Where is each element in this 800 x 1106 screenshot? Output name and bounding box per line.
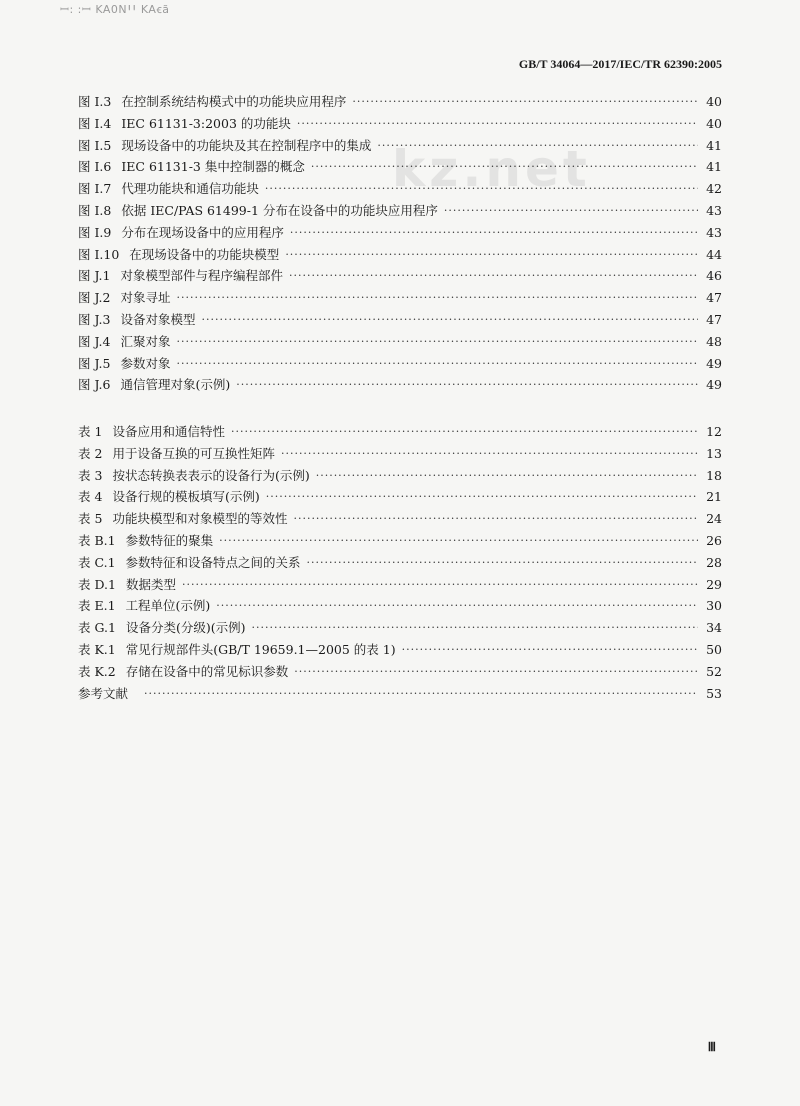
toc-entry[interactable] [78,114,722,134]
toc-entry-title: 依据 IEC/PAS 61499-1 分布在设备中的功能块应用程序 [121,203,438,218]
toc-entry-title: 工程单位(示例) [125,598,211,614]
dot-leader [294,662,698,682]
dot-leader [266,487,698,507]
toc-entry-title: 功能块模型和对象模型的等效性 [112,511,288,527]
dot-leader [297,114,698,134]
toc-entry[interactable] [78,157,722,177]
toc-entry-label: 图 I.10 [78,246,120,262]
toc-entry[interactable] [78,375,722,395]
toc-entry-title: 设备分类(分级)(示例) [125,620,246,636]
toc-entry[interactable] [78,179,722,199]
toc-entry-page: 30 [706,598,722,614]
toc-entry-title: 用于设备互换的可互换性矩阵 [112,445,275,461]
toc-entry-page: 13 [706,445,722,461]
toc-entry[interactable] [78,553,722,573]
page-number: Ⅲ [707,1040,716,1054]
toc-entry-page: 52 [706,663,722,679]
dot-leader [289,266,698,286]
toc-entry-page: 53 [706,685,722,701]
toc-entry-title: 数据类型 [125,576,176,592]
dot-leader [216,596,698,616]
toc-entry-label: 图 I.4 [78,115,112,131]
toc-entry[interactable] [78,245,722,265]
toc-entry-page: 48 [706,333,722,349]
toc-entry[interactable] [78,575,722,595]
dot-leader [290,223,698,243]
toc-entry-label: 表 4 [78,489,103,505]
dot-leader [201,310,698,330]
toc-entry-page: 29 [706,576,722,592]
toc-entry[interactable] [78,332,722,352]
toc-entry-page: 43 [706,203,722,218]
toc-entry[interactable] [78,618,722,638]
toc-entry-label: 表 5 [78,511,103,527]
toc-entry-title: 分布在现场设备中的应用程序 [121,224,284,240]
toc-entry-page: 18 [706,467,722,483]
toc-entry[interactable] [78,92,722,112]
toc-entry-page: 44 [706,246,722,262]
toc-entry-title: IEC 61131-3:2003 的功能块 [121,115,291,131]
toc-entry[interactable] [78,354,722,374]
toc-entry-page: 28 [706,554,722,570]
toc-entry[interactable] [78,596,722,616]
dot-leader [231,422,698,442]
toc-entry-label: 图 J.5 [78,355,111,371]
toc-entry-title: 对象寻址 [120,290,171,306]
dot-leader [352,92,698,112]
toc-entry-label: 图 J.3 [78,312,111,327]
toc-entry-label: 表 2 [78,445,103,461]
watermark: kz.net [392,140,591,198]
toc-entry-label: 图 J.6 [78,377,111,393]
dot-leader [176,288,698,308]
toc-entry-page: 49 [706,355,722,371]
toc-entry[interactable] [78,136,722,156]
dot-leader [251,618,698,638]
toc-entry-title: 在现场设备中的功能块模型 [129,246,280,262]
dot-leader [236,375,698,395]
toc-entry-page: 43 [706,224,722,240]
toc-entry-page: 26 [706,533,722,548]
toc-entry-title: 设备行规的模板填写(示例) [112,489,260,505]
toc-entry[interactable] [78,466,722,486]
toc-entry-label: 表 K.2 [78,663,116,679]
toc-entry[interactable] [78,201,722,221]
toc-entry-page: 46 [706,268,722,284]
toc-entry-label: 表 G.1 [78,620,116,636]
dot-leader [176,332,698,352]
toc-entry-title: 在控制系统结构模式中的功能块应用程序 [121,94,347,109]
toc-entry[interactable] [78,444,722,464]
dot-leader [293,509,698,529]
toc-entry-title: 对象模型部件与程序编程部件 [120,268,283,284]
toc-entry[interactable] [78,288,722,308]
toc-entry-title: 参数对象 [120,355,171,371]
toc-entry-page: 21 [706,489,722,505]
toc-entry[interactable] [78,422,722,442]
toc-entry-title: 设备对象模型 [120,312,196,327]
dot-leader [402,640,698,660]
toc-entry[interactable] [78,223,722,243]
toc-entry[interactable] [78,531,722,551]
toc-entry-title: 代理功能块和通信功能块 [121,181,259,197]
toc-entry-title: 汇聚对象 [120,333,171,349]
standard-header: GB/T 34064—2017/IEC/TR 62390:2005 [518,57,722,71]
toc-entry-label: 表 D.1 [78,576,116,592]
toc-entry-page: 12 [706,424,722,439]
toc-entry-label: 表 B.1 [78,533,116,548]
toc-entry-label: 图 I.3 [78,94,112,109]
toc-entry-page: 41 [706,137,722,153]
dot-leader [281,444,698,464]
toc-entry[interactable] [78,662,722,682]
toc-entry-label: 图 J.1 [78,268,111,284]
toc-entry-label: 表 E.1 [78,598,116,614]
toc-entry-page: 50 [706,642,722,657]
dot-leader [182,575,698,595]
dot-leader [444,201,698,221]
toc-entry-label: 表 K.1 [78,642,116,657]
toc-entry-page: 41 [706,159,722,175]
toc-entry-label: 图 I.6 [78,159,112,175]
dot-leader [311,157,698,177]
toc-entry-title: 通信管理对象(示例) [120,377,231,393]
toc-entry-page: 47 [706,290,722,306]
toc-entry-label: 表 3 [78,467,103,483]
toc-entry-label: 表 C.1 [78,554,116,570]
toc-entry-title: 参数特征和设备特点之间的关系 [125,554,301,570]
toc-entry-title: 设备应用和通信特性 [112,424,225,439]
toc-entry-title: 按状态转换表表示的设备行为(示例) [112,467,310,483]
toc-entry-title: 参数特征的聚集 [125,533,214,548]
toc-entry-label: 图 I.8 [78,203,112,218]
toc-entry-page: 42 [706,181,722,197]
dot-leader [265,179,698,199]
toc-entry[interactable] [78,509,722,529]
toc-entry-label: 图 J.2 [78,290,111,306]
toc-entry-title: 存储在设备中的常见标识参数 [125,663,289,679]
toc-entry-label: 表 1 [78,424,103,439]
toc-entry-title: 常见行规部件头(GB/T 19659.1—2005 的表 1) [125,642,396,657]
toc-entry[interactable] [78,684,722,704]
dot-leader [377,136,698,156]
toc-entry[interactable] [78,310,722,330]
dot-leader [219,531,698,551]
toc-entry[interactable] [78,266,722,286]
toc-entry-label: 图 I.7 [78,181,112,197]
toc-entry-title: 现场设备中的功能块及其在控制程序中的集成 [121,137,372,153]
dot-leader [316,466,698,486]
toc-entry-title: IEC 61131-3 集中控制器的概念 [121,159,305,175]
toc-entry[interactable] [78,487,722,507]
toc-entry-page: 49 [706,377,722,393]
top-scan-artifact-text: ꟷ꞉ ꞉ꟷ KA0ΝꞋꞋ KAꞓã [60,3,170,16]
dot-leader [285,245,698,265]
dot-leader [176,354,698,374]
dot-leader [144,684,698,704]
toc-entry-label: 图 J.4 [78,333,111,349]
toc-entry-page: 40 [706,115,722,131]
toc-entry-page: 47 [706,312,722,327]
toc-entry-page: 34 [706,620,722,636]
toc-entry-label: 图 I.5 [78,137,112,153]
toc-entry[interactable] [78,640,722,660]
dot-leader [307,553,698,573]
toc-entry-label: 参考文献 [78,685,129,701]
toc-entry-page: 40 [706,94,722,109]
toc-entry-label: 图 I.9 [78,224,112,240]
toc-entry-page: 24 [706,511,722,527]
